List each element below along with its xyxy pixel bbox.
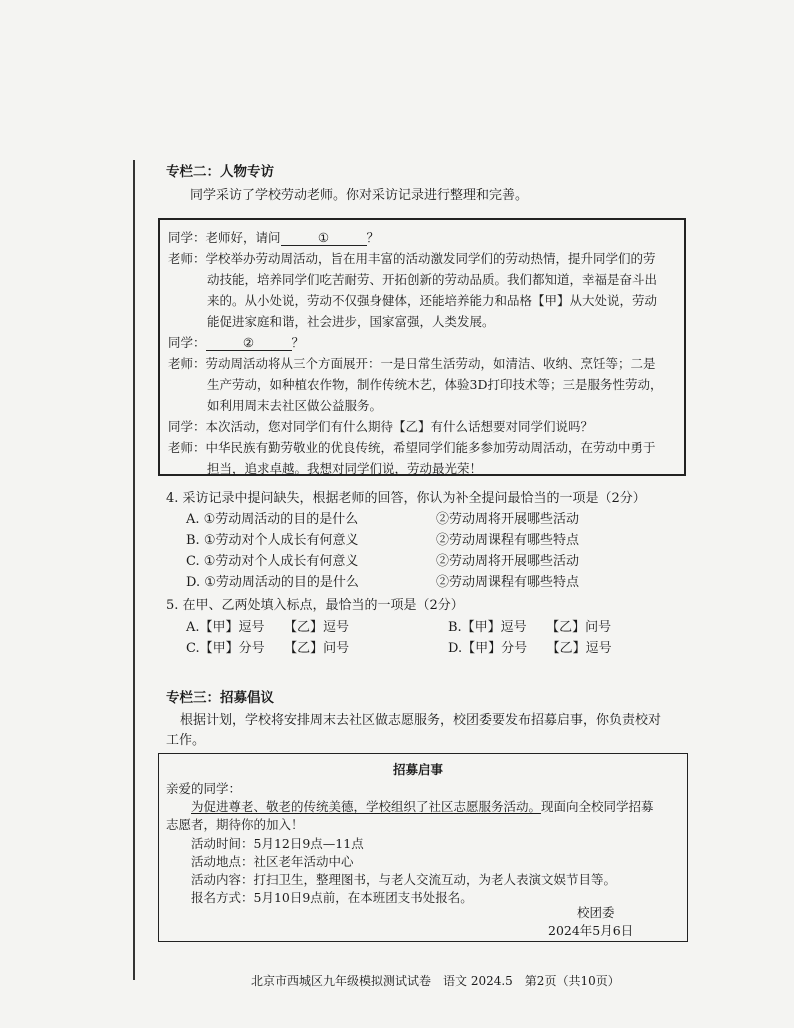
notice-greeting: 亲爱的同学： (166, 781, 242, 796)
dialogue-line: 同学： ② ？ (168, 335, 305, 350)
dialogue-line: 能促进家庭和谐，社会进步，国家富强，人类发展。 (207, 314, 495, 329)
q4-option-d-part2: ②劳动周课程有哪些特点 (436, 575, 580, 590)
notice-content: 活动内容：打扫卫生，整理图书，与老人交流互动，为老人表演文娱节目等。 (191, 872, 617, 887)
dialogue-line: 老师：劳动周活动将从三个方面展开：一是日常生活劳动，如清洁、收纳、烹饪等；二是 (168, 356, 656, 371)
answer-blank-1[interactable]: ① (281, 229, 367, 246)
q5-option-c[interactable]: C.【甲】分号 【乙】问号 (186, 641, 350, 656)
dialogue-line: 老师：学校举办劳动周活动，旨在用丰富的活动激发同学们的劳动热情，提升同学们的劳 (168, 251, 656, 266)
question-4-stem: 4. 采访记录中提问缺失，根据老师的回答，你认为补全提问最恰当的一项是（2分） (166, 491, 646, 506)
q4-option-b[interactable]: B. ①劳动对个人成长有何意义 (186, 533, 359, 548)
binding-margin-line (133, 160, 135, 980)
notice-paragraph-cont: 志愿者，期待你的加入！ (166, 817, 304, 832)
dialogue-line: 动技能，培养同学们吃苦耐劳、开拓创新的劳动品质。我们都知道，幸福是奋斗出 (207, 272, 658, 287)
dialogue-line: 同学：本次活动，您对同学们有什么期待【乙】有什么话想要对同学们说吗？ (168, 419, 594, 434)
answer-blank-2[interactable]: ② (206, 334, 292, 351)
question-5-stem: 5. 在甲、乙两处填入标点，最恰当的一项是（2分） (166, 598, 464, 613)
page-footer: 北京市西城区九年级模拟测试试卷 语文 2024.5 第2页（共10页） (251, 974, 620, 988)
section3-intro-cont: 工作。 (166, 733, 206, 748)
notice-signup: 报名方式：5月10日9点前，在本班团支书处报名。 (191, 890, 473, 905)
q4-option-b-part2: ②劳动周课程有哪些特点 (436, 533, 580, 548)
q5-option-d[interactable]: D.【甲】分号 【乙】逗号 (448, 641, 612, 656)
notice-paragraph: 为促进尊老、敬老的传统美德，学校组织了社区志愿服务活动。现面向全校同学招募 (191, 799, 654, 814)
notice-place: 活动地点：社区老年活动中心 (191, 854, 354, 869)
dialogue-line: 如利用周末去社区做公益服务。 (207, 398, 383, 413)
q4-option-c-part2: ②劳动周将开展哪些活动 (436, 554, 580, 569)
notice-title: 招募启事 (393, 762, 444, 777)
section2-intro: 同学采访了学校劳动老师。你对采访记录进行整理和完善。 (190, 188, 529, 203)
q5-option-a[interactable]: A.【甲】逗号 【乙】逗号 (186, 620, 350, 635)
dialogue-line: 来的。从小处说，劳动不仅强身健体，还能培养能力和品格【甲】从大处说，劳动 (207, 293, 658, 308)
q5-option-b[interactable]: B.【甲】逗号 【乙】问号 (448, 620, 612, 635)
q4-option-a-part2: ②劳动周将开展哪些活动 (436, 512, 580, 527)
dialogue-line: 老师：中华民族有勤劳敬业的优良传统，希望同学们能多参加劳动周活动，在劳动中勇于 (168, 440, 656, 455)
q4-option-c[interactable]: C. ①劳动对个人成长有何意义 (186, 554, 359, 569)
notice-date: 2024年5月6日 (548, 923, 634, 938)
dialogue-line: 担当，追求卓越。我想对同学们说，劳动最光荣！ (207, 461, 483, 476)
section3-heading: 专栏三：招募倡议 (166, 690, 274, 706)
notice-signature: 校团委 (577, 905, 615, 920)
underlined-sentence[interactable]: 为促进尊老、敬老的传统美德，学校组织了社区志愿服务活动。 (191, 799, 542, 814)
dialogue-line: 同学：老师好，请问 ① ？ (168, 230, 380, 245)
dialogue-line: 生产劳动，如种植农作物，制作传统木艺，体验3D打印技术等；三是服务性劳动， (207, 377, 663, 392)
q4-option-d[interactable]: D. ①劳动周活动的目的是什么 (186, 575, 359, 590)
section2-heading: 专栏二：人物专访 (166, 164, 274, 180)
section3-intro: 根据计划，学校将安排周末去社区做志愿服务，校团委要发布招募启事，你负责校对 (180, 713, 662, 728)
notice-time: 活动时间：5月12日9点—11点 (191, 836, 364, 851)
q4-option-a[interactable]: A. ①劳动周活动的目的是什么 (186, 512, 359, 527)
